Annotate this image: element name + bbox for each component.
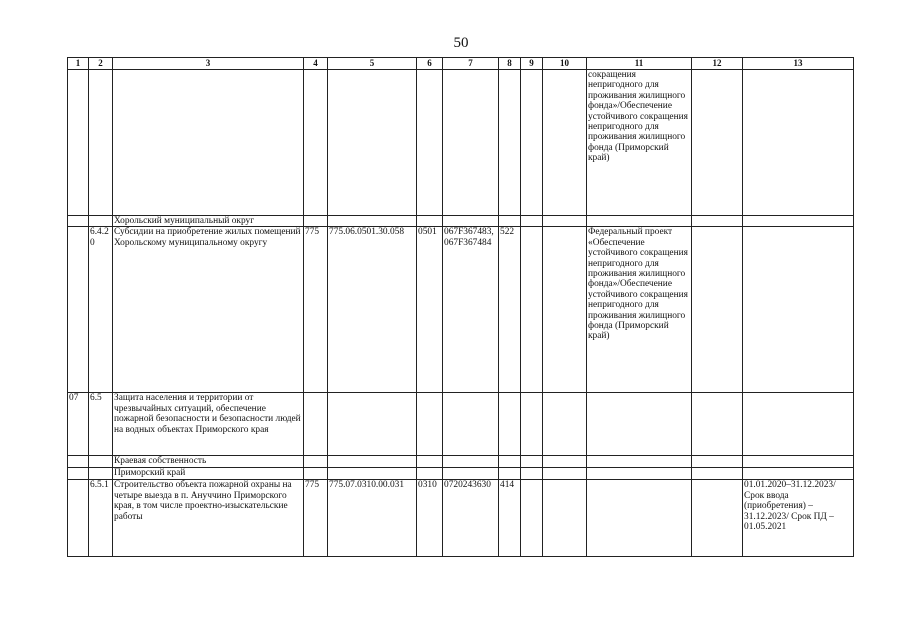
cell [521, 480, 543, 557]
header-cell-8: 8 [499, 58, 521, 70]
cell [692, 468, 743, 480]
expense-type-cell: 522 [499, 227, 521, 393]
budget-code-cell: 775.07.0310.00.031 [328, 480, 417, 557]
page-number: 50 [453, 35, 469, 51]
cell [304, 216, 328, 227]
table-row-section-khorol [68, 216, 854, 227]
project-name-cell: сокращения непригодного для проживания жилищного фонда»/Обеспечение устойчивого сокращения непригодного для проживания жилищного фонда (Приморский край) [587, 70, 692, 216]
project-name-cell: Федеральный проект «Обеспечение устойчивого сокращения непригодного для проживания жилищного фонда»/Обеспечение устойчивого сокращения непригодного для проживания жилищного фонда (Приморский край) [587, 227, 692, 393]
cell [743, 456, 854, 468]
program-table [67, 57, 854, 557]
section-title-cell: Краевая собственность [113, 456, 304, 468]
cell [443, 393, 499, 456]
section-title-cell: Приморский край [113, 468, 304, 480]
cell [417, 393, 443, 456]
cell [543, 480, 587, 557]
cell [68, 216, 89, 227]
cell [692, 456, 743, 468]
grbs-code-cell: 775 [304, 227, 328, 393]
item-title-cell: Защита населения и территории от чрезвычайных ситуаций, обеспечение пожарной безопасности и безопасности людей на водных объектах Приморского края [113, 393, 304, 456]
cell [692, 216, 743, 227]
cell [89, 468, 113, 480]
header-row [68, 58, 854, 70]
cell [692, 480, 743, 557]
header-cell-12: 12 [692, 58, 743, 70]
cell [543, 393, 587, 456]
cell [587, 393, 692, 456]
line-number-cell: 07 [68, 393, 89, 456]
header-cell-6: 6 [417, 58, 443, 70]
table-row-item-65 [68, 393, 854, 456]
cell [521, 468, 543, 480]
cell [417, 468, 443, 480]
cell [89, 70, 113, 216]
cell [304, 456, 328, 468]
header-cell-4: 4 [304, 58, 328, 70]
cell [304, 393, 328, 456]
cell [521, 227, 543, 393]
item-title-cell: Строительство объекта пожарной охраны на четыре выезда в п. Ануччино Приморского края, в том числе проектно-изыскательские работы [113, 480, 304, 557]
cell [304, 70, 328, 216]
cell [499, 393, 521, 456]
section-code-cell: 0501 [417, 227, 443, 393]
cell [443, 216, 499, 227]
table-row-item-651 [68, 480, 854, 557]
cell [743, 227, 854, 393]
cell [521, 393, 543, 456]
cell [443, 70, 499, 216]
cell [304, 468, 328, 480]
cell [543, 216, 587, 227]
cell [692, 70, 743, 216]
header-cell-11: 11 [587, 58, 692, 70]
section-code-cell: 0310 [417, 480, 443, 557]
item-title-cell: Субсидии на приобретение жилых помещений Хорольскому муниципальному округу [113, 227, 304, 393]
target-article-cell: 0720243630 [443, 480, 499, 557]
cell [521, 456, 543, 468]
cell [68, 456, 89, 468]
cell [743, 70, 854, 216]
cell [68, 480, 89, 557]
header-cell-1: 1 [68, 58, 89, 70]
cell [443, 468, 499, 480]
expense-type-cell: 414 [499, 480, 521, 557]
cell [587, 480, 692, 557]
cell [443, 456, 499, 468]
grbs-code-cell: 775 [304, 480, 328, 557]
cell [328, 216, 417, 227]
table-row-section-kraevaya [68, 456, 854, 468]
section-title-cell: Хорольский муниципальный округ [113, 216, 304, 227]
budget-code-cell: 775.06.0501.30.058 [328, 227, 417, 393]
header-cell-13: 13 [743, 58, 854, 70]
cell [521, 70, 543, 216]
cell [521, 216, 543, 227]
cell [68, 227, 89, 393]
header-cell-5: 5 [328, 58, 417, 70]
cell [89, 216, 113, 227]
header-cell-3: 3 [113, 58, 304, 70]
cell [543, 468, 587, 480]
cell [587, 216, 692, 227]
cell [328, 70, 417, 216]
header-cell-2: 2 [89, 58, 113, 70]
cell [587, 468, 692, 480]
cell [692, 227, 743, 393]
header-cell-10: 10 [543, 58, 587, 70]
cell [417, 216, 443, 227]
cell [417, 456, 443, 468]
cell [89, 456, 113, 468]
table-row-item-6420 [68, 227, 854, 393]
cell [68, 468, 89, 480]
cell [543, 227, 587, 393]
cell [743, 216, 854, 227]
cell [328, 468, 417, 480]
cell [499, 456, 521, 468]
deadline-cell: 01.01.2020–31.12.2023/ Срок ввода (приобретения) – 31.12.2023/ Срок ПД – 01.05.2021 [743, 480, 854, 557]
item-number-cell: 6.4.2 0 [89, 227, 113, 393]
table-row-continuation [68, 70, 854, 216]
cell [543, 456, 587, 468]
target-article-cell: 067F367483, 067F367484 [443, 227, 499, 393]
cell [328, 393, 417, 456]
cell [743, 393, 854, 456]
item-number-cell: 6.5.1 [89, 480, 113, 557]
cell [499, 70, 521, 216]
cell [587, 456, 692, 468]
cell [692, 393, 743, 456]
cell [417, 70, 443, 216]
cell [499, 216, 521, 227]
cell [113, 70, 304, 216]
cell [328, 456, 417, 468]
cell [68, 70, 89, 216]
header-cell-9: 9 [521, 58, 543, 70]
table-row-section-primorsky [68, 468, 854, 480]
cell [499, 468, 521, 480]
item-number-cell: 6.5 [89, 393, 113, 456]
cell [743, 468, 854, 480]
header-cell-7: 7 [443, 58, 499, 70]
cell [543, 70, 587, 216]
